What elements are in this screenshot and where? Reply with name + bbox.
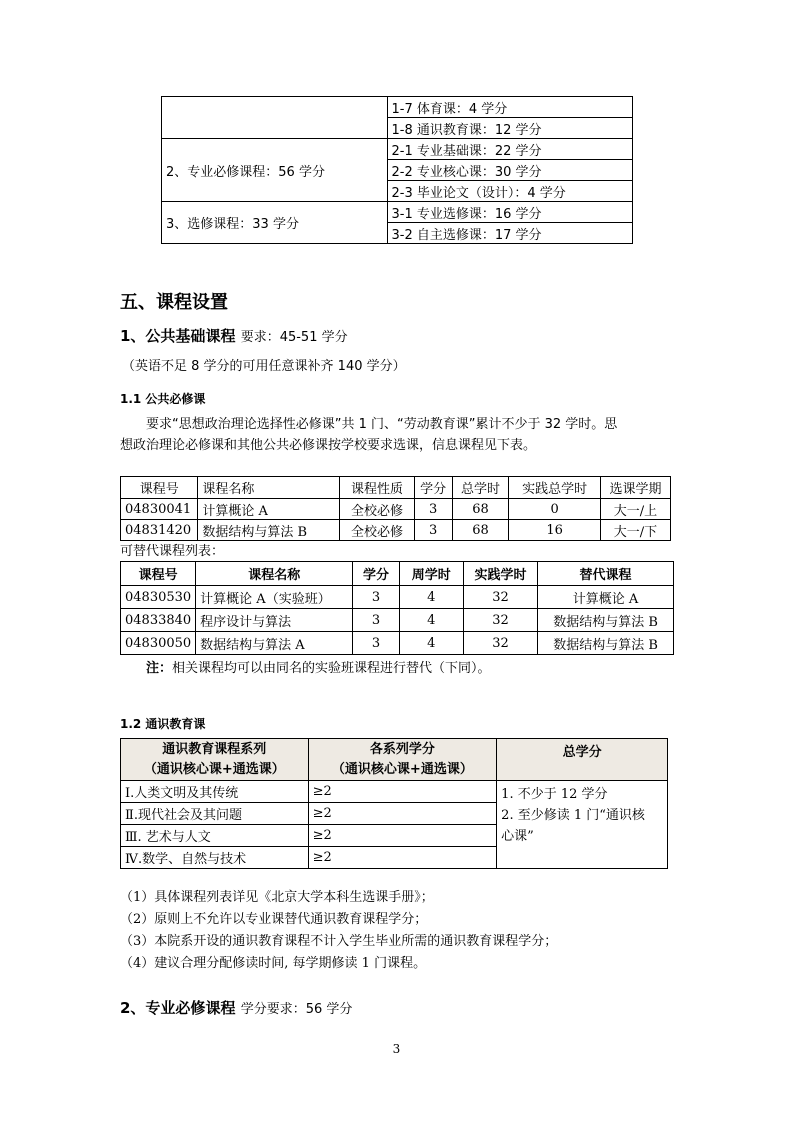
table-cell: 计算概论 A [198,499,340,520]
table-cell: 大一/下 [600,520,670,541]
table-cell: ≥2 [308,847,497,869]
column-header: 课程号 [121,562,196,586]
table-cell: 数据结构与算法 B [198,520,340,541]
column-header: 替代课程 [538,562,674,586]
table-cell: 数据结构与算法 A [196,632,353,655]
table-row [121,499,671,520]
table-cell: 3 [353,609,399,632]
column-header: 课程名称 [196,562,353,586]
credit-item: 2-1 专业基础课：22 学分 [387,139,632,160]
general-education-table [120,738,668,869]
column-header: 选课学期 [600,477,670,499]
credit-item: 1-7 体育课：4 学分 [387,97,632,118]
column-header: 课程号 [121,477,198,499]
credit-item: 3-2 自主选修课：17 学分 [387,223,632,244]
note-text: 相关课程均可以由同名的实验班课程进行替代（下同）。 [172,661,491,676]
column-header: 通识教育课程系列 （通识核心课+通选课） [121,739,309,781]
table-note [146,657,491,680]
credit-group-cell: 2、专业必修课程：56 学分 [162,139,388,202]
subsection-requirement: 要求：45-51 学分 [240,330,348,345]
table-cell: 04831420 [121,520,198,541]
table-cell: 0 [509,499,601,520]
column-header: 实践总学时 [509,477,601,499]
table-cell: Ⅲ. 艺术与人文 [121,825,309,847]
credit-group-cell [162,97,388,139]
table-cell: 68 [452,520,509,541]
credit-group-cell: 3、选修课程：33 学分 [162,202,388,244]
section-title: 五、课程设置 [120,292,228,313]
table-cell: Ⅰ.人类文明及其传统 [121,781,309,803]
paragraph-line: 想政治理论必修课和其他公共必修课按学校要求选课，信息课程见下表。 [120,438,537,453]
table-row [121,781,668,803]
table-cell: 04830041 [121,499,198,520]
page-number: 3 [392,1042,401,1056]
table-cell: 3 [353,586,399,609]
credit-item: 2-2 专业核心课：30 学分 [387,160,632,181]
table-cell: 32 [463,632,537,655]
table-cell: 3 [414,499,452,520]
table-cell: 68 [452,499,509,520]
total-credit-cell: 1. 不少于 12 学分 2. 至少修读 1 门“通识核 心课” [497,781,668,869]
note-label: 注： [146,661,173,676]
table-cell: 4 [399,632,463,655]
table-cell: 数据结构与算法 B [538,609,674,632]
table-cell: 04833840 [121,609,196,632]
subsection-title: 1、公共基础课程 [120,327,236,345]
subsection-requirement: 学分要求：56 学分 [240,1002,353,1017]
table-cell: 计算概论 A（实验班） [196,586,353,609]
column-header: 学分 [414,477,452,499]
table-cell: 程序设计与算法 [196,609,353,632]
table-cell: 计算概论 A [538,586,674,609]
table-cell: 大一/上 [600,499,670,520]
table-cell: 32 [463,586,537,609]
note-line: （3）本院系开设的通识教育课程不计入学生毕业所需的通识教育课程学分； [120,934,558,949]
table-cell: 04830050 [121,632,196,655]
credit-item: 2-3 毕业论文（设计）：4 学分 [387,181,632,202]
subsection-heading [120,325,348,346]
table-cell: ≥2 [308,781,497,803]
table-cell: 全校必修 [340,499,414,520]
column-header: 总学分 [497,739,668,781]
note-line: （4）建议合理分配修读时间, 每学期修读 1 门课程。 [120,956,427,971]
column-header: 实践学时 [463,562,537,586]
subsubsection-title: 1.2 通识教育课 [120,717,206,731]
column-header: 总学时 [452,477,509,499]
table-cell: 4 [399,609,463,632]
table-cell: 04830530 [121,586,196,609]
table-cell: Ⅱ.现代社会及其问题 [121,803,309,825]
table-cell: 4 [399,586,463,609]
table-row [121,632,674,655]
table-row [121,586,674,609]
table-cell: 3 [414,520,452,541]
column-header: 学分 [353,562,399,586]
alternative-course-table [120,561,674,655]
credit-summary-table [161,96,633,244]
table-cell: Ⅳ.数学、自然与技术 [121,847,309,869]
table-cell: 全校必修 [340,520,414,541]
column-header: 课程性质 [340,477,414,499]
table-caption: 可替代课程列表： [120,544,225,559]
subsection-title: 2、专业必修课程 [120,999,236,1017]
table-cell: ≥2 [308,825,497,847]
note-line: （2）原则上不允许以专业课替代通识教育课程学分； [120,912,428,927]
table-cell: 32 [463,609,537,632]
table-cell: 数据结构与算法 B [538,632,674,655]
note-line: （1）具体课程列表详见《北京大学本科生选课手册》； [120,890,434,905]
table-row [121,520,671,541]
english-note: （英语不足 8 学分的可用任意课补齐 140 学分） [122,359,406,374]
table-cell: 16 [509,520,601,541]
required-course-table [120,476,671,541]
table-row [121,609,674,632]
subsubsection-title: 1.1 公共必修课 [120,392,206,406]
credit-item: 3-1 专业选修课：16 学分 [387,202,632,223]
column-header: 课程名称 [198,477,340,499]
column-header: 各系列学分 （通识核心课+通选课） [308,739,497,781]
paragraph-line: 要求“思想政治理论选择性必修课”共 1 门、“劳动教育课”累计不少于 32 学时。思 [146,417,618,432]
column-header: 周学时 [399,562,463,586]
table-cell: 3 [353,632,399,655]
subsection-heading [120,997,352,1018]
credit-item: 1-8 通识教育课：12 学分 [387,118,632,139]
table-cell: ≥2 [308,803,497,825]
